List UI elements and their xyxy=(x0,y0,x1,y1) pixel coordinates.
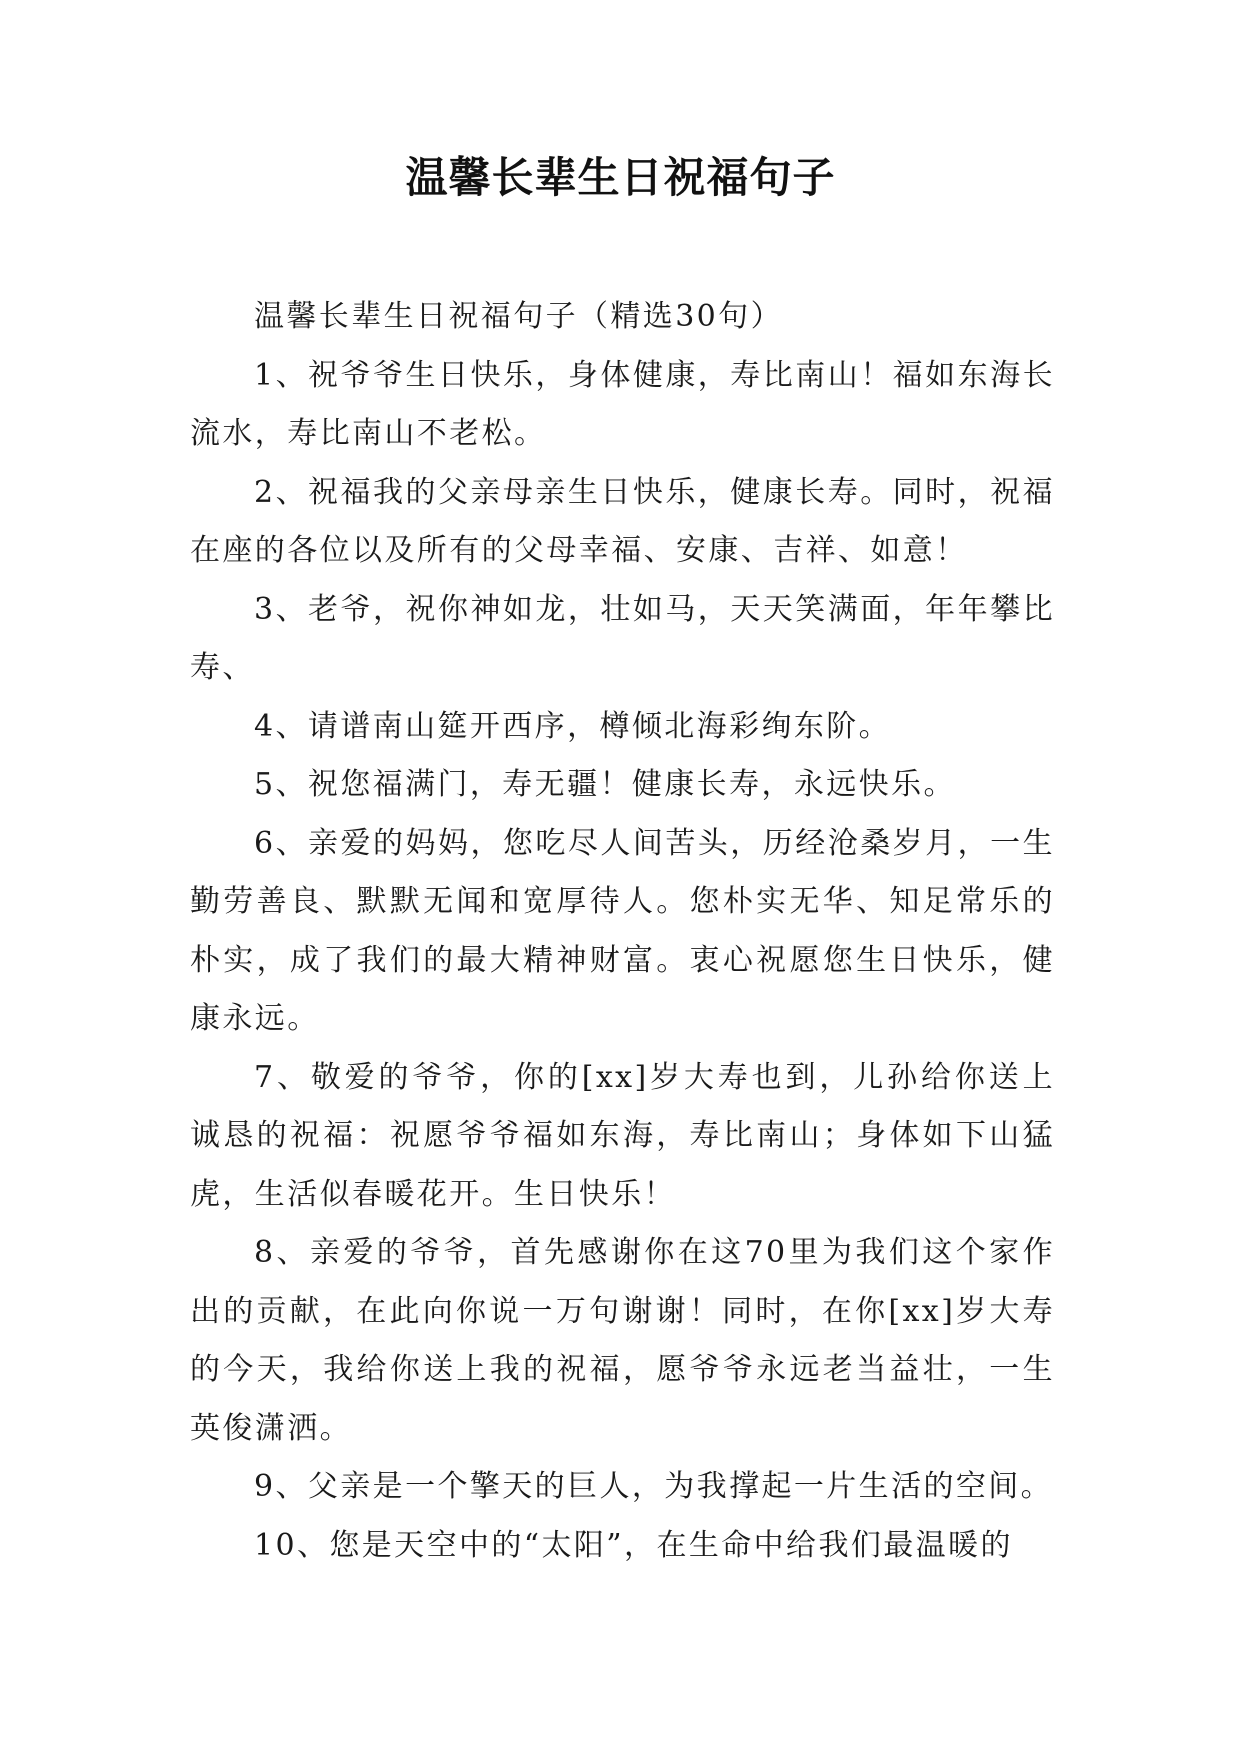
blessing-paragraph-9: 9、父亲是一个擎天的巨人，为我撑起一片生活的空间。 xyxy=(254,1469,1054,1504)
document-title: 温馨长辈生日祝福句子 xyxy=(405,153,836,202)
intro-paragraph: 温馨长辈生日祝福句子（精选30句） xyxy=(254,299,783,334)
blessing-paragraph-10: 10、您是天空中的“太阳”，在生命中给我们最温暖的 xyxy=(254,1527,1013,1563)
blessing-paragraph-6: 6、亲爱的妈妈，您吃尽人间苦头，历经沧桑岁月，一生勤劳善良、默默无闻和宽厚待人。您朴实无华、知足常乐的朴实，成了我们的最大精神财富。衷心祝愿您生日快乐，健康永远。 xyxy=(190,825,1055,1036)
blessing-paragraph-8: 8、亲爱的爷爷，首先感谢你在这70里为我们这个家作出的贡献，在此向你说一万句谢谢！同时，在你[xx]岁大寿的今天，我给你送上我的祝福，愿爷爷永远老当益壮，一生英俊潇洒。 xyxy=(190,1235,1055,1446)
blessing-paragraph-7: 7、敬爱的爷爷，你的[xx]岁大寿也到，儿孙给你送上诚恳的祝福：祝愿爷爷福如东海，寿比南山；身体如下山猛虎，生活似春暖花开。生日快乐！ xyxy=(190,1059,1055,1212)
blessing-paragraph-5: 5、祝您福满门，寿无疆！健康长寿，永远快乐。 xyxy=(254,767,956,802)
blessing-paragraph-1: 1、祝爷爷生日快乐，身体健康，寿比南山！福如东海长流水，寿比南山不老松。 xyxy=(190,357,1055,451)
blessing-paragraph-3: 3、老爷，祝你神如龙，壮如马，天天笑满面，年年攀比寿、 xyxy=(190,591,1055,685)
blessing-paragraph-2: 2、祝福我的父亲母亲生日快乐，健康长寿。同时，祝福在座的各位以及所有的父母幸福、安康、吉祥、如意！ xyxy=(190,474,1055,568)
blessing-paragraph-4: 4、请谱南山筵开西序，樽倾北海彩绚东阶。 xyxy=(254,708,892,744)
document-body xyxy=(190,288,1055,1575)
